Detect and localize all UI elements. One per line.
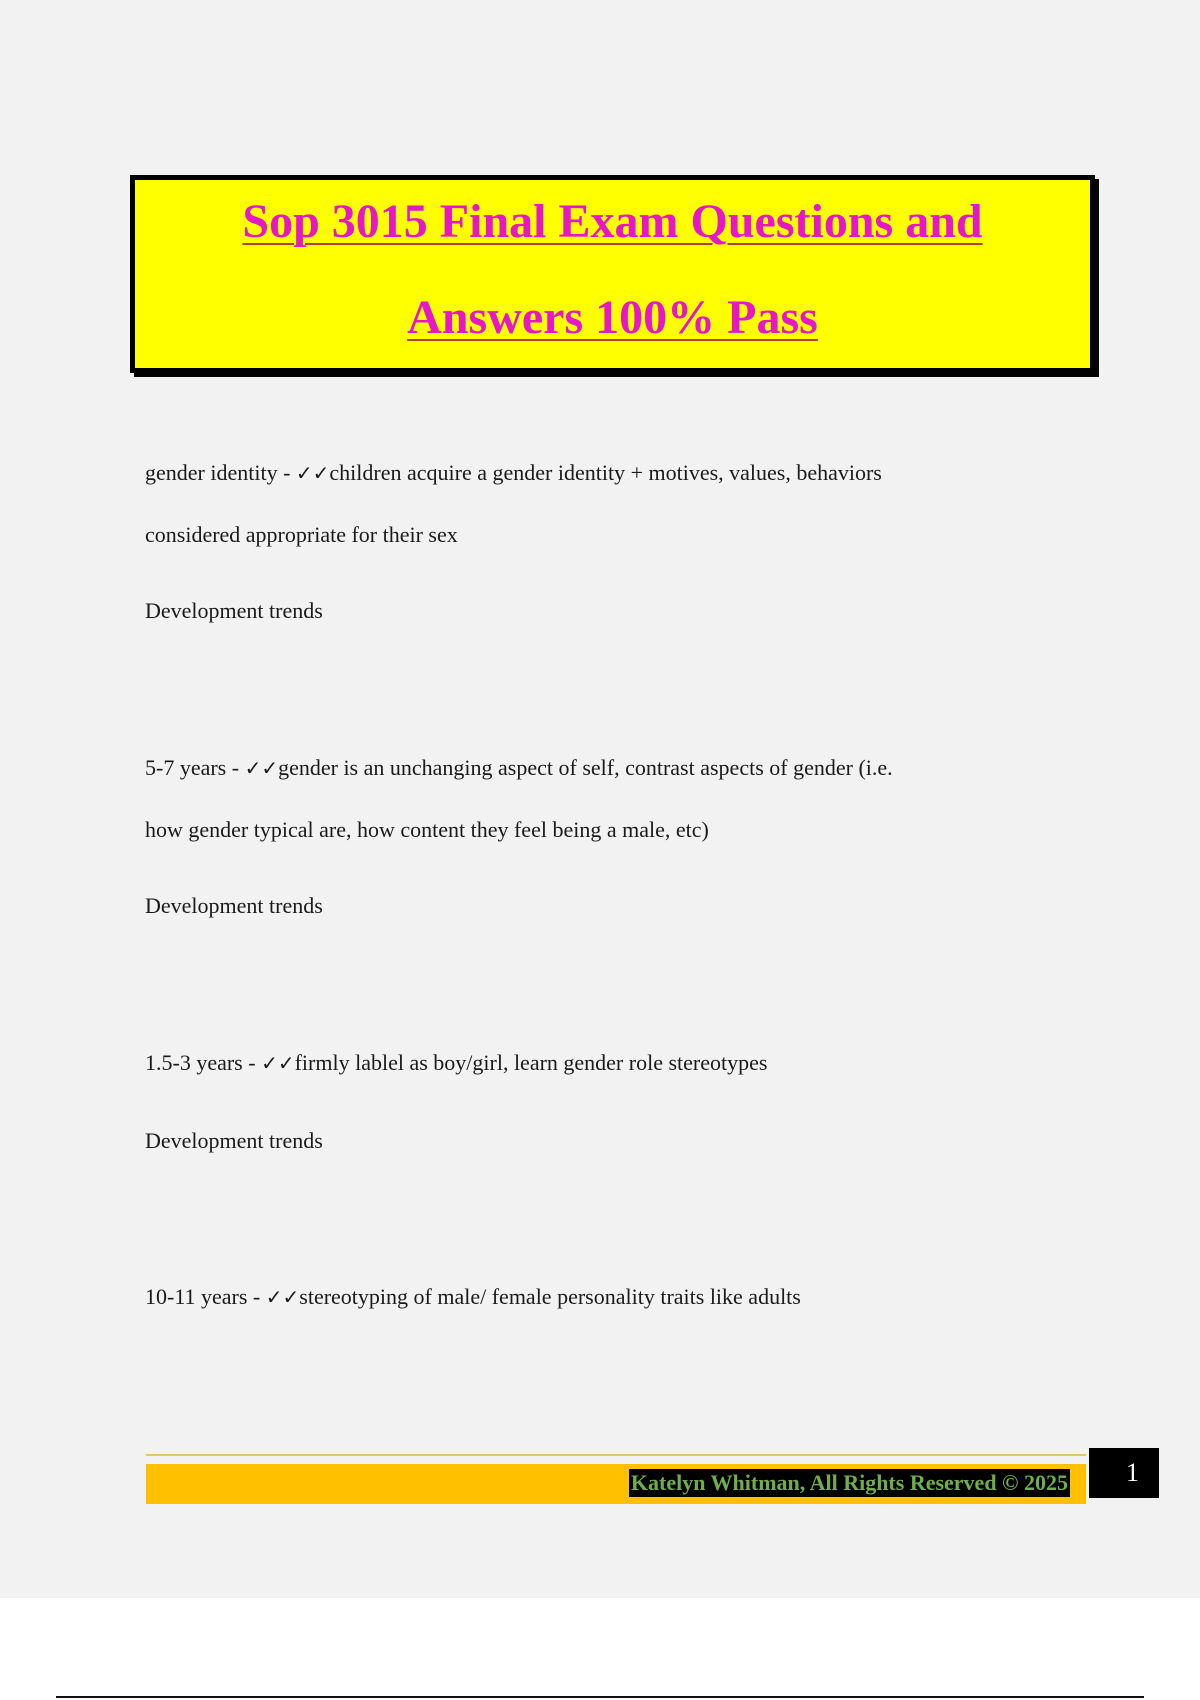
entry-2-line-1 — [145, 755, 893, 781]
double-check-icon: ✓✓ — [265, 1285, 300, 1309]
entry-1-line-1 — [145, 460, 882, 486]
entry-definition: children acquire a gender identity + motives, values, behaviors — [329, 460, 882, 485]
entry-definition: gender is an unchanging aspect of self, contrast aspects of gender (i.e. — [278, 755, 893, 780]
entry-term: 10-11 years - — [145, 1284, 266, 1309]
entry-definition: firmly lablel as boy/girl, learn gender role stereotypes — [294, 1050, 768, 1075]
entry-definition: stereotyping of male/ female personality traits like adults — [299, 1284, 801, 1309]
double-check-icon: ✓✓ — [261, 1051, 295, 1075]
entry-1-line-2: considered appropriate for their sex — [145, 522, 458, 547]
entry-3-category: Development trends — [145, 1128, 323, 1153]
entry-2-category: Development trends — [145, 893, 323, 918]
footer-copyright: Katelyn Whitman, All Rights Reserved © 2025 — [630, 1470, 1068, 1495]
double-check-icon: ✓✓ — [295, 461, 330, 485]
entry-1-category: Development trends — [145, 598, 323, 623]
double-check-icon: ✓✓ — [244, 756, 279, 780]
page-number: 1 — [1089, 1448, 1159, 1498]
entry-term: gender identity - — [145, 460, 296, 485]
title-box — [130, 175, 1095, 373]
entry-3-line-1 — [145, 1050, 767, 1076]
footer-divider — [146, 1454, 1086, 1456]
entry-term: 5-7 years - — [145, 755, 245, 780]
entry-term: 1.5-3 years - — [145, 1050, 262, 1075]
entry-4-line-1 — [145, 1284, 801, 1310]
title-line-2: Answers 100% Pass — [407, 291, 818, 344]
next-page-top-border — [56, 1696, 1144, 1698]
footer-bar — [146, 1464, 1086, 1504]
entry-2-line-2: how gender typical are, how content they feel being a male, etc) — [145, 817, 709, 842]
title-line-1: Sop 3015 Final Exam Questions and — [242, 195, 983, 248]
